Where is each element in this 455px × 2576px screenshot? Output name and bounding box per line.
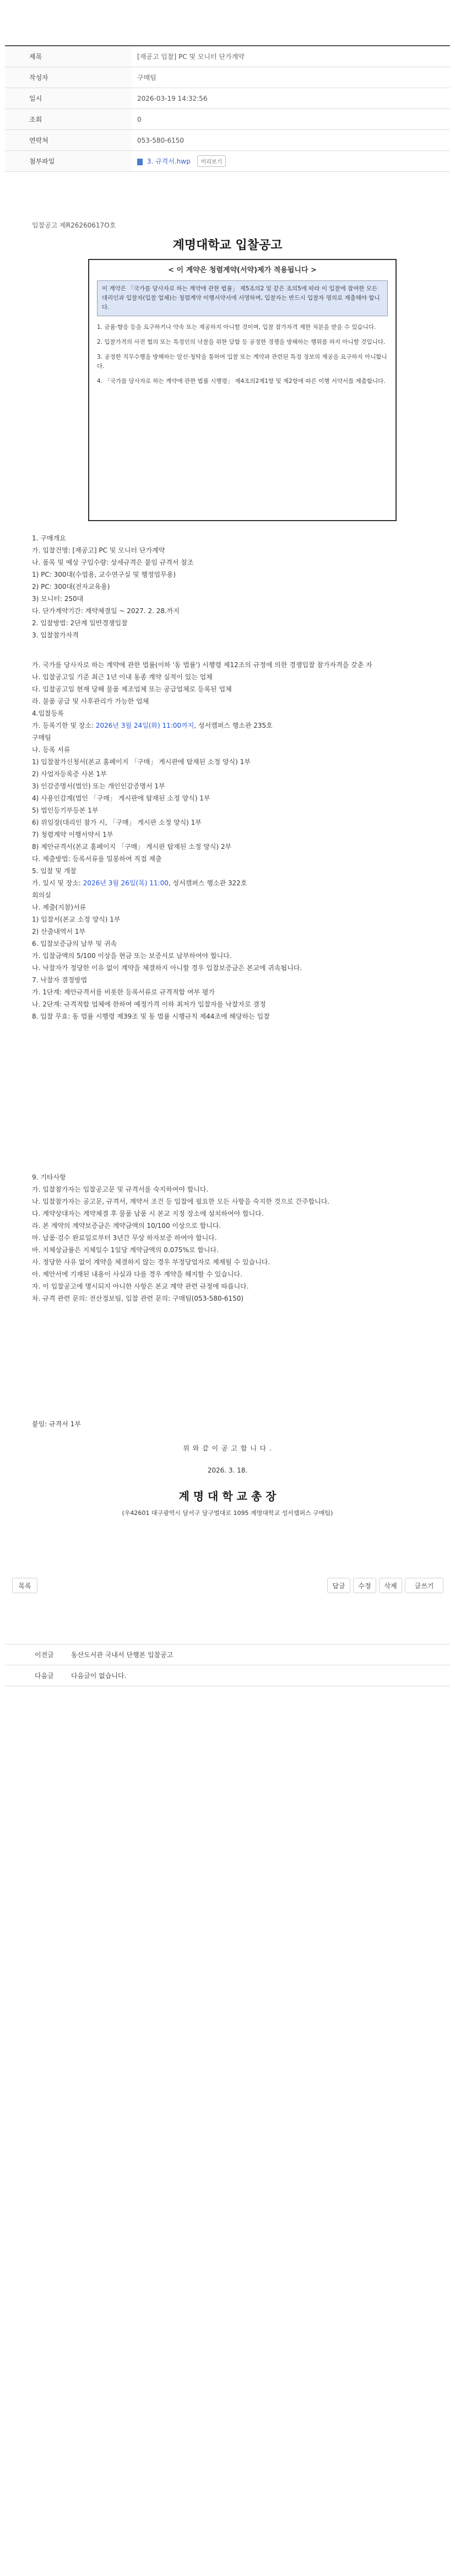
doc-line: 2) PC: 300대(전자교육용) <box>32 583 110 591</box>
attachment-line: 붙임: 규격서 1부 <box>32 1420 81 1428</box>
doc-line: 바. 지체상금률은 지체일수 1일당 계약금액의 0.075%로 합니다. <box>32 1246 219 1254</box>
doc-title: 계명대학교 입찰공고 <box>172 239 283 252</box>
info-row-views <box>5 109 450 130</box>
info-row-author <box>5 67 450 88</box>
post-info-table <box>5 45 450 172</box>
doc-line: 3) 모니터: 250대 <box>32 595 84 603</box>
file-icon <box>137 159 143 165</box>
doc-line: 7. 낙찰자 결정방법 <box>32 976 88 984</box>
nav-next-label: 다음글 <box>5 1665 66 1686</box>
edit-button[interactable]: 수정 <box>353 1578 376 1593</box>
info-value: [재공고 입찰] PC 및 모니터 단가계약 <box>132 46 450 67</box>
info-value: 0 <box>132 109 450 130</box>
doc-line: 1. 구매개요 <box>32 534 66 542</box>
doc-line: 9. 기타사항 <box>32 1173 66 1181</box>
doc-line: 가. 입찰건명: [재공고] PC 및 모니터 단가계약 <box>32 546 165 554</box>
highlight-date: 2026년 3월 24일(화) 11:00까지 <box>95 722 194 729</box>
doc-line: 사. 정당한 사유 없이 계약을 체결하지 않는 경우 부정당업자로 제재될 수 있습니다. <box>32 1258 270 1266</box>
notice-number: 입찰공고 제R26260617O호 <box>32 221 116 229</box>
reply-button[interactable]: 답글 <box>327 1578 350 1593</box>
doc-line: 8. 입찰 무효: 동 법률 시행령 제39조 및 동 법률 시행규칙 제44조에 해당하는 입찰 <box>32 1013 270 1020</box>
post-navigation <box>5 1644 450 1686</box>
doc-line: 나. 품목 및 예상 구입수량: 상세규격은 붙임 규격서 참조 <box>32 559 194 566</box>
doc-line: 7) 청렴계약 이행서약서 1부 <box>32 831 113 838</box>
highlight-date: 2026년 3월 26일(목) 11:00 <box>83 879 169 887</box>
box-item: 4. 「국가를 당사자로 하는 계약에 관한 법률 시행령」 제4조의2제1항 및 제2항에 따른 이행 서약서를 제출합니다. <box>97 378 386 385</box>
delete-button[interactable]: 삭제 <box>379 1578 402 1593</box>
doc-line: 6) 위임장(대리인 참가 시, 「구매」 게시판 소정 양식) 1부 <box>32 819 202 826</box>
closing-statement: 위 와 같 이 공 고 합 니 다 . <box>183 1444 272 1452</box>
box-item: 3. 공정한 직무수행을 방해하는 알선·청탁을 통하여 입찰 또는 계약과 관련된 특정 정보의 제공을 요구하지 아니합니다. <box>97 354 387 370</box>
box-item: 1. 금품·향응 등을 요구하거나 약속 또는 제공하지 아니할 것이며, 입찰 참가자격 제한 처분을 받을 수 있습니다. <box>97 324 376 331</box>
doc-line: 나. 2단계: 규격적합 업체에 한하여 예정가격 이하 최저가 입찰자를 낙찰자로 결정 <box>32 1000 266 1008</box>
info-label: 연락처 <box>5 130 132 151</box>
doc-line: 나. 등록 서류 <box>32 746 71 754</box>
doc-line: 나. 입찰공고일 기준 최근 1년 이내 동종 계약 실적이 있는 업체 <box>32 673 213 681</box>
info-label: 일시 <box>5 88 132 109</box>
nav-prev-label: 이전글 <box>5 1644 66 1665</box>
doc-line: 차. 규격 관련 문의: 전산정보팀, 입찰 관련 문의: 구매팀(053-580-6150) <box>32 1295 244 1302</box>
closing-date: 2026. 3. 18. <box>207 1466 248 1474</box>
doc-line: 회의실 <box>32 891 51 899</box>
doc-line: 나. 제출(지참)서류 <box>32 903 86 911</box>
info-row-title <box>5 46 450 67</box>
doc-line: 구매팀 <box>32 734 51 742</box>
write-button[interactable]: 글쓰기 <box>405 1578 443 1593</box>
doc-line: 라. 물품 공급 및 사후관리가 가능한 업체 <box>32 697 149 705</box>
info-row-contact <box>5 130 450 151</box>
info-label: 제목 <box>5 46 132 67</box>
nav-next-row <box>5 1665 450 1686</box>
doc-line: 6. 입찰보증금의 납부 및 귀속 <box>32 940 117 948</box>
doc-line: 다. 단가계약기간: 계약체결일 ~ 2027. 2. 28.까지 <box>32 607 180 615</box>
doc-line: 라. 본 계약의 계약보증금은 계약금액의 10/100 이상으로 합니다. <box>32 1222 221 1230</box>
nav-prev-title[interactable]: 동산도서관 국내서 단행본 입찰공고 <box>66 1644 450 1665</box>
doc-line: 3. 입찰참가자격 <box>32 631 79 639</box>
attachment-link[interactable]: 3. 규격서.hwp <box>147 158 191 165</box>
info-value: 구매팀 <box>132 67 450 88</box>
doc-line: 가. 등록기한 및 장소: 2026년 3월 24일(화) 11:00까지, 성서캠퍼스 행소관 235호 <box>32 722 273 729</box>
doc-line: 나. 입찰참가자는 공고문, 규격서, 계약서 조건 등 입찰에 필요한 모든 사항을 숙지한 것으로 간주합니다. <box>32 1198 330 1205</box>
info-row-date <box>5 88 450 109</box>
doc-line: 자. 이 입찰공고에 명시되지 아니한 사항은 본교 계약 관련 규정에 따릅니다. <box>32 1282 249 1290</box>
doc-line: 다. 입찰공고일 현재 당해 물품 제조업체 또는 공급업체로 등록된 업체 <box>32 685 232 693</box>
box-item: 2. 입찰가격의 사전 협의 또는 특정인의 낙찰을 위한 담합 등 공정한 경쟁을 방해하는 행위를 하지 아니할 것입니다. <box>97 339 386 345</box>
info-label: 첨부파일 <box>5 151 132 172</box>
doc-line: 5. 입찰 및 개찰 <box>32 867 77 875</box>
doc-line: 2) 사업자등록증 사본 1부 <box>32 770 107 778</box>
nav-prev-row[interactable] <box>5 1644 450 1665</box>
doc-line: 4.입찰등록 <box>32 710 64 717</box>
doc-line: 가. 입찰참가자는 입찰공고문 및 규격서를 숙지하여야 합니다. <box>32 1186 209 1193</box>
doc-line: 가. 국가를 당사자로 하는 계약에 관한 법률(이하 '동 법률') 시행령 제12조의 규정에 의한 경쟁입찰 참가자격을 갖춘 자 <box>32 661 372 669</box>
preview-button[interactable]: 미리보기 <box>197 155 226 167</box>
doc-line: 8) 제안규격서(본교 홈페이지 「구매」 게시판 탑재된 소정 양식) 2부 <box>32 843 232 851</box>
doc-line: 나. 낙찰자가 정당한 이유 없이 계약을 체결하지 아니할 경우 입찰보증금은 본교에 귀속됩니다. <box>32 964 302 972</box>
integrity-notice-box <box>88 259 397 521</box>
info-value <box>132 151 450 172</box>
doc-line: 5) 법인등기부등본 1부 <box>32 807 99 814</box>
doc-line: 2. 입찰방법: 2단계 일반경쟁입찰 <box>32 619 128 627</box>
list-button[interactable]: 목록 <box>12 1578 37 1593</box>
info-label: 조회 <box>5 109 132 130</box>
closing-address: (우42601 대구광역시 달서구 달구벌대로 1095 계명대학교 성서캠퍼스 구매팀) <box>122 1509 333 1517</box>
doc-line: 4) 사용인감계(법인 「구매」 게시판에 탑재된 소정 양식) 1부 <box>32 794 210 802</box>
box-highlight: 이 계약은 「국가를 당사자로 하는 계약에 관한 법률」 제5조의2 및 같은 조의5에 따라 이 입찰에 참여한 모든 대리인과 입찰자(입찰 업체)는 청렴계약 이행서약서에 서명하며, 입찰자는 반드시 입찰자 명의로 제출해야 합니다. <box>97 280 388 316</box>
section-overview <box>32 532 429 641</box>
nav-next-title: 다음글이 없습니다. <box>66 1665 450 1686</box>
info-value: 053-580-6150 <box>132 130 450 151</box>
info-value: 2026-03-19 14:32:56 <box>132 88 450 109</box>
box-title: < 이 계약은 청렴계약(서약)제가 적용됩니다 > <box>168 266 317 274</box>
doc-line: 마. 납품·검수 완료일로부터 3년간 무상 하자보증 하여야 합니다. <box>32 1234 217 1242</box>
doc-line: 3) 인감증명서(법인) 또는 개인인감증명서 1부 <box>32 782 165 790</box>
doc-line: 가. 1단계: 제안규격서를 비롯한 등록서류로 규격적합 여부 평가 <box>32 988 215 996</box>
info-row-attachment <box>5 151 450 172</box>
section-requirements <box>32 659 429 1022</box>
doc-line: 1) 입찰서(본교 소정 양식) 1부 <box>32 916 121 923</box>
doc-line: 다. 계약상대자는 계약체결 후 물품 납품 시 본교 지정 장소에 설치하여야 합니다. <box>32 1210 264 1217</box>
doc-line: 1) PC: 300대(수업용, 교수연구실 및 행정업무용) <box>32 571 176 578</box>
closing-org: 계 명 대 학 교 총 장 <box>178 1490 277 1503</box>
section-misc <box>32 1171 429 1305</box>
doc-line: 2) 산출내역서 1부 <box>32 928 86 935</box>
doc-line: 가. 일시 및 장소: 2026년 3월 26일(목) 11:00, 성서캠퍼스 행소관 322호 <box>32 879 247 887</box>
doc-line: 아. 제안서에 기재된 내용이 사실과 다를 경우 계약을 해지할 수 있습니다. <box>32 1270 242 1278</box>
doc-line: 1) 입찰참가신청서(본교 홈페이지 「구매」 게시판에 탑재된 소정 양식) 1부 <box>32 758 251 766</box>
info-label: 작성자 <box>5 67 132 88</box>
doc-line: 다. 제출방법: 등록서류를 밀봉하여 직접 제출 <box>32 855 162 863</box>
doc-line: 가. 입찰금액의 5/100 이상을 현금 또는 보증서로 납부하여야 합니다. <box>32 952 232 960</box>
